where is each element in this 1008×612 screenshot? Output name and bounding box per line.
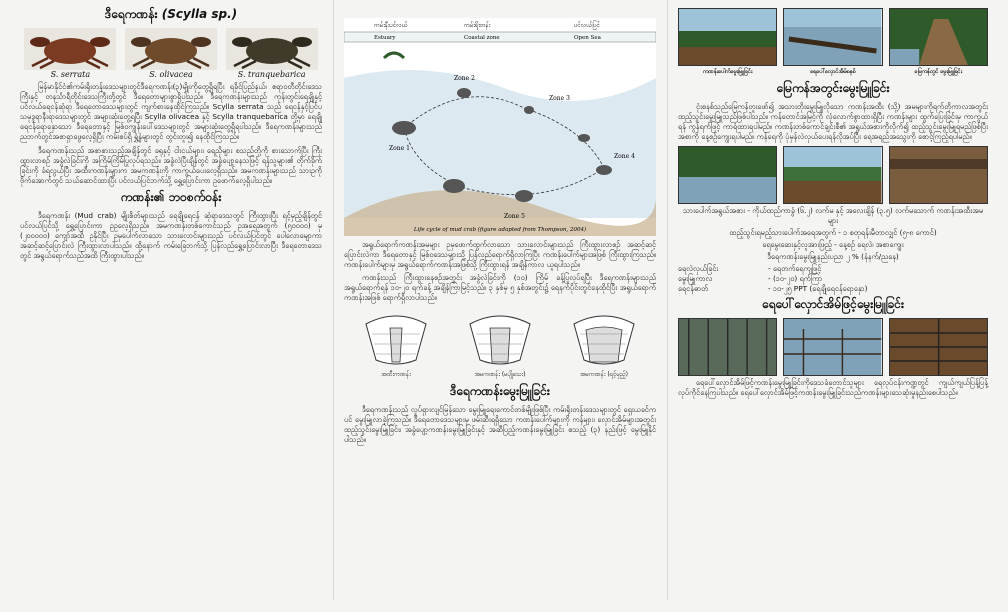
crab-photo-tranquebarica <box>226 28 318 70</box>
panel-lifecycle <box>336 0 664 600</box>
photo-floating-cage <box>783 8 882 66</box>
zone-5: Zone 5 <box>504 213 525 220</box>
spec-value: - (၁၀-၂၀) ရက်ကြာ <box>768 274 823 284</box>
spec-key: ရေငန်ဓာတ် <box>678 284 709 294</box>
caption-immature-female: အမကဏန်း (မပျိုသေး) <box>474 370 526 378</box>
caption-earthen-pond: မြေကန်တွင် မွေးမြူခြင်း <box>914 69 962 75</box>
zone-2: Zone 2 <box>454 75 475 82</box>
caption-olivacea: S. olivacea <box>149 70 193 79</box>
spec-value: - ၁၀-၂၅ PPT (ရေချိုရေငန်ရောနှော) <box>768 284 868 294</box>
spec-row-period <box>678 274 988 284</box>
species-title <box>20 6 322 24</box>
stocking-density-text: ထည့်သွင်းရမည့်သားပေါက်အရေအတွက် - ၁ စတုရန်းမီတာလျှင် (၅-၈ ကောင်) <box>729 228 937 238</box>
farming-paragraph: ဒီရေကဏန်းသည် လှုပ်ရှားလျင်မြန်သော မွေးမြူရေးကောင်တစ်မျိုးဖြစ်ပြီး ကမ်းရိုးတန်းဒေသများတွင် ရှေးယခင်ကပင် မွေးမြူလာခဲ့ကြသည်။ ဒီရေတောဒေသများမှ ဖမ်းဆီးရရှိသော ကဏန်းပေါက်များကို ကန်များ၊ လှောင်အိမ်များအတွင်း ထည့်သွင်းမွေးမြူခြင်း၊ အခွံပျော့ကဏန်းမွေးမြူခြင်းနှင့် အဆီပြည့်ကဏန်းမွေးမြူခြင်း စသည့် (၃) နည်းဖြင့် မွေးမြူနိုင်ပါသည်။ <box>344 404 656 444</box>
crab-photos <box>20 28 322 70</box>
spec-key: ရေလဲလှယ်ခြင်း <box>678 264 719 274</box>
caption-male: အထီးကဏန်း <box>381 370 411 378</box>
photo-captions-top <box>678 68 988 76</box>
fold-line <box>667 0 668 600</box>
photo-pond-3 <box>889 146 988 204</box>
abdomen-captions <box>344 370 656 379</box>
fold-line <box>333 0 334 600</box>
crab-photo-olivacea <box>125 28 217 70</box>
spec-row-water <box>678 264 988 274</box>
male-abdomen-drawing <box>358 310 434 370</box>
caption-serrata: S. serrata <box>50 70 91 79</box>
mature-female-drawing <box>566 310 642 370</box>
title-text: ဒီရေကဏန်း <box>104 7 158 21</box>
photo-earthen-pond <box>889 8 988 66</box>
photo-pond-2 <box>783 146 882 204</box>
diagram-label-0: ကမ်းနီးပင်လယ် <box>374 22 408 29</box>
spec-value: - ရေတက်ရေကျဖြင့် <box>768 264 822 274</box>
development-paragraph: အရွယ်ရောက်ကဏန်းအမများ ဥမှဖောက်ထွက်လာသော သားလောင်းများသည် ကြီးထွားလာစဉ် အဆင့်ဆင့် ပြောင်းလဲကာ ဒီရေတောနှင့် မြစ်ဝဒေသများသို့ ပြန်လည်ရောက်ရှိလာကြပြီး ကဏန်းပေါက်များအဖြစ် ကြီးထွားကြသည်။ ကဏန်းပေါက်များမှ အရွယ်ရောက်ကဏန်းအဖြစ်သို့ ကြီးထွားရန် အချိန်ကာလ ယူရပါသည်။ <box>344 240 656 270</box>
immature-female-drawing <box>462 310 538 370</box>
diagram-label-2: ပင်လယ်ပြင် <box>574 22 600 29</box>
panel-species <box>12 0 330 600</box>
caption-mature-female: အမကဏန်း (ရင့်မှည့်) <box>579 370 629 378</box>
crab-photo-serrata <box>24 28 116 70</box>
diagram-label-4: Coastal zone <box>464 35 500 41</box>
spec-key: မွေးမြူကာလ <box>678 274 713 284</box>
title-scientific: (Scylla sp.) <box>161 7 238 21</box>
diagram-label-1: ကမ်းရိုးတန်း <box>464 22 491 29</box>
panel-farming <box>670 0 996 600</box>
photo-cage-1 <box>678 318 777 376</box>
habitat-paragraph: ဒီရေကဏန်းသည် အစာစားသည့်အချိန်တွင် ခရုနှင့် ငါးငယ်များ၊ ရေညှိများ စသည်တို့ကို စားသောက်ပြီး ကြီးထွားလာစဉ် အခွံလဲခြင်းကို အကြိမ်ကြိမ်ပြုလုပ်ရသည်။ အခွံလဲပြီးချိန်တွင် အခွံပျော့နေသဖြင့် ရန်သူများ၏ တိုက်ခိုက်ခြင်းကို ခံရလွယ်ပြီး အထီးကဏန်းများက အမကဏန်းကို ကာကွယ်ပေးလေ့ရှိသည်။ အမကဏန်းများသည် သားဥကို ဗိုက်အောက်တွင် သယ်ဆောင်ထားပြီး ပင်လယ်ပြင်ဘက်သို့ ရွှေ့ပြောင်းကာ ဥဖောက်လေ့ရှိပါသည်။ <box>20 145 322 185</box>
caption-nursery: ကဏန်းပေါက်မွေးမြူခြင်း <box>703 69 753 75</box>
pond-farming-heading: မြေကန်အတွင်းမွေးမြူခြင်း <box>776 81 890 95</box>
spec-row-salinity <box>678 284 988 294</box>
photo-row-middle <box>678 146 988 204</box>
intro-paragraph: မြန်မာနိုင်ငံ၏ကမ်းရိုးတန်းဒေသများတွင်ဒီရေကဏန်း(၃)မျိုးကိုတွေ့ရှိရပြီး ရခိုင်ပြည်နယ်၊ ဧရာဝတီတိုင်းဒေသကြီးနှင့် တနင်္သာရီတိုင်းဒေသကြီးတို့တွင် ဒီရေတောများစွာရှိပါသည်။ ဒီရေကဏန်းများသည် ကုန်းတွင်းရေချိုနှင့် ပင်လယ်ရေငန်ဆုံရာ ဒီရေတောဒေသများတွင် ကျက်စားနေထိုင်ကြသည်။ Scylla serrata သည် ရေငန်နှင့်ပြင်ပ သမုဒ္ဒရာနီးရာဒေသများတွင် အများဆုံးတွေ့ရပြီး Scylla olivacea နှင့် Scylla tranquebarica တို့မှာ ရေချိုရေငန်ရောနှောသော ဒီရေတောနှင့် မြစ်ဝကျွန်းပေါ်ဒေသများတွင် အများဆုံးတွေ့ရှိရပါသည်။ ဒီရေကဏန်းများသည် ညဘက်တွင်အစာရှာဖွေလေ့ရှိပြီး ကမ်းစပ်ရှိ ရွှံ့နွံများတွင် တွင်းတူး၍ နေထိုင်ကြသည်။ <box>20 82 322 142</box>
zone-1: Zone 1 <box>389 145 410 152</box>
photo-pond-1 <box>678 146 777 204</box>
lifecycle-heading: ကဏန်း၏ ဘဝစက်ဝန်း <box>120 189 222 204</box>
cage-farming-paragraph: ရေပေါ်လှောင်အိမ်ဖြင့်ကဏန်းမွေးမြူခြင်းကိုဒေသခံတောင်သူများ ရေလုပ်ငန်းကဏ္ဍတွင် ကျယ်ကျယ်ပြန့်ပြန့်လုပ်ကိုင်နေကြပါသည်။ ရေပေါ်လှောင်အိမ်ဖြင့်ကဏန်းမွေးမြူခြင်းသည်ကဏန်းများသေဆုံးမှုနည်းစေပါသည်။ <box>678 378 988 398</box>
diagram-label-3: Estuary <box>374 35 396 41</box>
pond-farming-paragraph: ငုံးစနစ်သည်မြေကန်တူးဖော်၍ အသားတိုးမွေးမြူလိုသော ကဏန်းအထီး (သို့) အမများကိုရက်တိုကာလအတွင်း ထည့်သွင်းမွေးမြူသည်ဖြစ်ပါသည်။ ကန်တောင်အမြင့်ကို လုံလောက်စွာထားရှိပြီး ကဏန်းများ ထွက်ပြေးခြင်းမှ ကာကွယ်ရန် ကွန်ရက်ဖြင့် ကာရံထားရပါမည်။ ကဏန်းတစ်ကောင်ချင်းစီ၏ အရွယ်အစားကိုလိုက်၍ ထည့်သွင်းမွေးမြူရမည်ဖြစ်ပြီး အစာကို နေ့စဉ်ကျွေးရပါမည်။ ကန်ရေကို ပုံမှန်လဲလှယ်ပေးရန်လိုအပ်ပြီး ရေအရည်အသွေးကို စောင့်ကြည့်ရပါမည်။ <box>678 102 988 142</box>
diagram-label-5: Open Sea <box>574 35 601 41</box>
caption-floating-cage: ရေပေါ်လှောင်အိမ်စနစ် <box>810 69 856 75</box>
lifecycle-paragraph: ဒီရေကဏန်း (Mud crab) မျိုးစိတ်များသည် ရေချိုရေငန် ဆုံရာဒေသတွင် ကြီးထွားပြီး ရင့်မှည့်ချိန်တွင် ပင်လယ်ပြင်သို့ ရွှေ့ပြောင်းကာ ဥဥလေ့ရှိသည်။ အမကဏန်းတစ်ကောင်သည် ဥအရေအတွက် (၅၀၀၀၀) မှ (၂၀၀၀၀၀) ကျော်အထိ ဥနိုင်ပြီး ဥမှပေါက်လာသော သားလောင်းများသည် ပင်လယ်ပြင်တွင် ပေါလောမျောကာ အဆင့်ဆင့်ပြောင်းလဲ ကြီးထွားလာပါသည်။ ထို့နောက် ကမ်းခြေဘက်သို့ ပြန်လည်ရွှေ့ပြောင်းလာပြီး ဒီရေတောဒေသတွင် အရွယ်ရောက်သည်အထိ ကြီးထွားပါသည်။ <box>20 210 322 261</box>
daily-care-text: ရေမွေးဆေးနှင့်လူအားဖြည့် - နေ့စဉ် ရေလဲ၊ အစာကျွေး <box>762 240 904 250</box>
molting-paragraph: ကဏန်းသည် ကြီးထွားနေစဉ်အတွင်း အခွံလဲခြင်းကို (၁၀) ကြိမ် ခန့်ပြုလုပ်ရပြီး ဒီရေကဏန်းများသည် အရွယ်ရောက်ရန် ၁၀-၂၀ ရက်ခန့် အချိန်ကြာမြင့်သည်။ ၃ နှစ်မှ ၅ နှစ်အတွင်း၌ ရေနက်ပိုင်းတွင်နေထိုင်ပြီး အရွယ်ရောက်ကဏန်းအဖြစ် ရောက်ရှိလာပါသည်။ <box>344 273 656 303</box>
stocking-size-text: သားပေါက်အရွယ်အစား - ကိုယ်ထည်ကာခွံ (၆.၂) လက်မ နှင့် အလေးချိန် (၃.၅) လက်မသောက် ကဏန်းအထီးအမများ <box>682 206 984 226</box>
zone-4: Zone 4 <box>614 153 635 160</box>
abdomen-drawings <box>344 310 656 370</box>
caption-tranquebarica: S. tranquebarica <box>237 70 306 79</box>
farming-heading: ဒီရေကဏန်းမွေးမြူခြင်း <box>450 383 550 398</box>
spec-title: ဒီရေကဏန်းမွေးမြူနည်းပညာ ၂ % (နံနက်/ညနေ) <box>767 252 899 262</box>
species-captions <box>20 70 322 79</box>
photo-row-bottom <box>678 318 988 376</box>
diagram-caption: Life cycle of mud crab (figure adapted from Thompson, 2004) <box>413 227 587 233</box>
zone-3: Zone 3 <box>549 95 570 102</box>
photo-cage-2 <box>783 318 882 376</box>
lifecycle-diagram <box>344 18 656 236</box>
photo-crab-nursery <box>678 8 777 66</box>
cage-farming-heading: ရေပေါ်လှောင်အိမ်ဖြင့်မွေးမြူခြင်း <box>761 297 905 312</box>
photo-row-top <box>678 8 988 66</box>
photo-cage-3 <box>889 318 988 376</box>
